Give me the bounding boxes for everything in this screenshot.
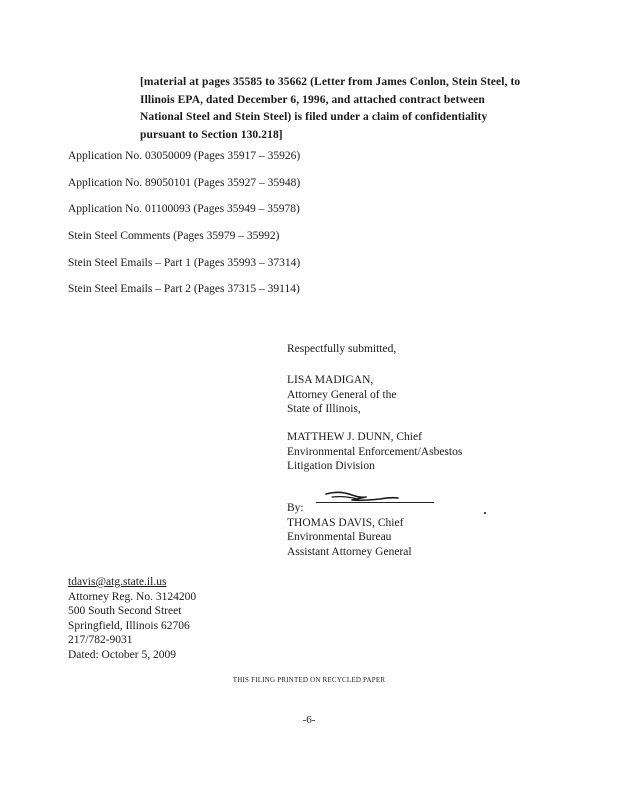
attorney-general-block: [287, 373, 397, 417]
scan-speck: [484, 512, 486, 514]
record-item-application-03050009: Application No. 03050009 (Pages 35917 – 35926): [68, 150, 301, 162]
record-item-stein-steel-comments: Stein Steel Comments (Pages 35979 – 35992): [68, 230, 280, 242]
signer-block: [287, 501, 412, 559]
division-chief-title: Litigation Division: [287, 460, 375, 472]
filing-date: Dated: October 5, 2009: [68, 648, 176, 661]
attorney-registration: Attorney Reg. No. 3124200: [68, 590, 197, 603]
signer-name: THOMAS DAVIS, Chief: [287, 516, 404, 529]
signer-title: Environmental Bureau: [287, 531, 392, 543]
division-chief-title: Environmental Enforcement/Asbestos: [287, 445, 463, 458]
street-address: 500 South Second Street: [68, 605, 182, 617]
city-state-zip: Springfield, Illinois 62706: [68, 619, 190, 632]
attorney-general-name: LISA MADIGAN,: [287, 374, 374, 386]
recycled-paper-note: THIS FILING PRINTED ON RECYCLED PAPER: [232, 676, 386, 684]
phone-number: 217/782-9031: [68, 634, 133, 646]
by-label: By:: [287, 502, 304, 514]
division-chief-block: [287, 430, 462, 474]
closing-salutation: [287, 342, 396, 357]
confidentiality-line: Illinois EPA, dated December 6, 1996, and attached contract between: [140, 93, 485, 106]
division-chief-name: MATTHEW J. DUNN, Chief: [287, 431, 422, 443]
confidentiality-line: pursuant to Section 130.218]: [140, 128, 283, 141]
closing-text: Respectfully submitted,: [287, 343, 397, 355]
page-number: -6-: [302, 714, 316, 726]
confidentiality-line: [material at pages 35585 to 35662 (Letter from James Conlon, Stein Steel, to: [140, 76, 521, 88]
attorney-general-title: Attorney General of the: [287, 388, 397, 401]
confidentiality-notice: [140, 74, 540, 144]
signer-title: Assistant Attorney General: [287, 545, 412, 558]
confidentiality-line: National Steel and Stein Steel) is filed under a claim of confidentiality: [140, 111, 488, 123]
record-item-application-01100093: Application No. 01100093 (Pages 35949 – 35978): [68, 203, 300, 215]
record-item-application-89050101: Application No. 89050101 (Pages 35927 – 35948): [68, 177, 301, 189]
contact-block: [68, 575, 196, 662]
record-item-stein-steel-emails-part-1: Stein Steel Emails – Part 1 (Pages 35993 – 37314): [68, 257, 301, 269]
attorney-general-title: State of Illinois,: [287, 403, 361, 415]
record-item-stein-steel-emails-part-2: Stein Steel Emails – Part 2 (Pages 37315 – 39114): [68, 283, 300, 295]
email-link[interactable]: tdavis@atg.state.il.us: [68, 576, 167, 588]
